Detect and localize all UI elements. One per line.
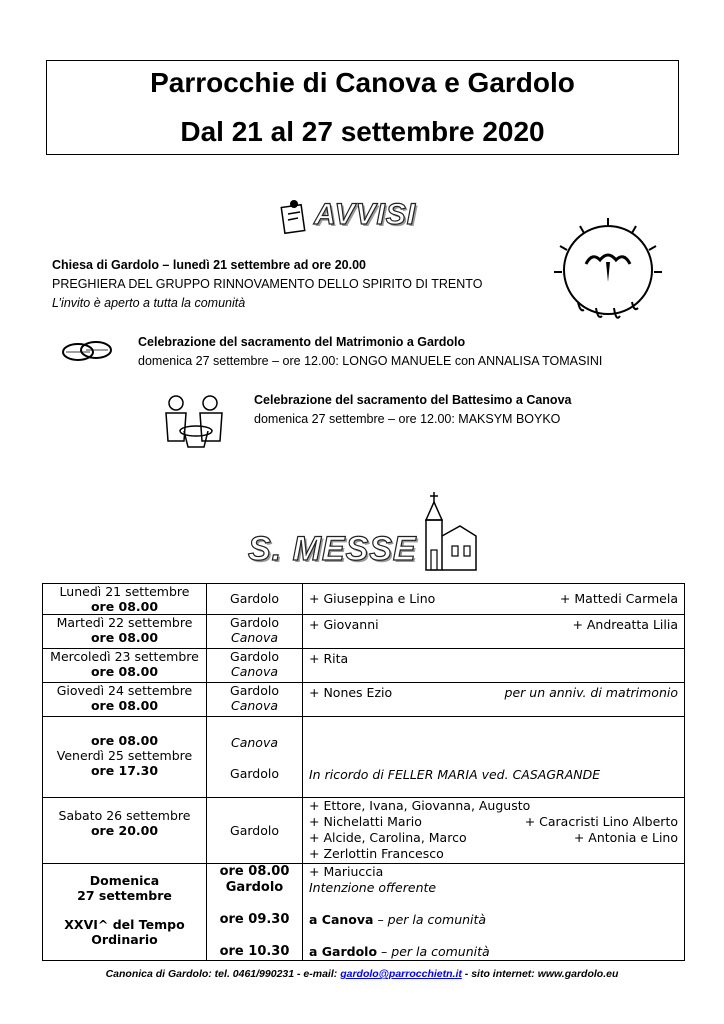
intention: + Giuseppina e Lino <box>309 591 436 606</box>
intention: + Ettore, Ivana, Giovanna, Augusto <box>309 798 531 813</box>
table-row <box>43 798 685 864</box>
day-label: Giovedì 24 settembre <box>56 683 193 698</box>
messe-banner: S. MESSE <box>248 530 417 568</box>
intention: per un anniv. di matrimonio <box>504 685 678 700</box>
church-name: a Gardolo <box>309 944 378 959</box>
time-label: ore 08.00 <box>90 599 159 614</box>
place-label: Canova <box>230 630 278 645</box>
place-label: Gardolo <box>230 615 279 630</box>
intention: – per la comunità <box>373 912 487 927</box>
liturgy-note: XXVI^ del Tempo <box>64 917 185 932</box>
place-label: Gardolo <box>230 766 279 781</box>
holy-spirit-icon <box>548 212 668 337</box>
email-link[interactable]: gardolo@parrocchietn.it <box>340 968 462 980</box>
footer-site-text: - sito internet: www.gardolo.eu <box>461 968 619 980</box>
time-label: ore 08.00 <box>219 864 290 879</box>
notice-1-line3: L’invito è aperto a tutta la comunità <box>52 296 246 310</box>
avvisi-banner: AVVISI <box>314 198 417 231</box>
place-label: Canova <box>230 735 278 750</box>
table-row <box>43 717 685 798</box>
place-label: Gardolo <box>230 823 279 838</box>
wedding-rings-icon <box>60 338 114 369</box>
place-label: Gardolo <box>230 683 279 698</box>
church-name: a Canova <box>309 912 374 927</box>
page-title: Parrocchie di Canova e Gardolo <box>150 67 575 98</box>
day-label: Mercoledì 23 settembre <box>50 649 199 664</box>
time-label: ore 10.30 <box>219 944 290 959</box>
time-label: ore 08.00 <box>90 630 159 645</box>
intention: + Antonia e Lino <box>573 830 678 845</box>
table-row <box>43 615 685 649</box>
intention: + Zerlottin Francesco <box>309 846 444 861</box>
notice-1-title: Chiesa di Gardolo – lunedì 21 settembre ad ore 20.00 <box>52 258 367 272</box>
footer-phone-text: Canonica di Gardolo: tel. 0461/990231 - e-mail: <box>105 968 341 980</box>
time-label: ore 08.00 <box>90 664 159 679</box>
intention: + Rita <box>309 651 349 666</box>
notice-3-title: Celebrazione del sacramento del Battesimo a Canova <box>254 393 572 407</box>
time-label: ore 17.30 <box>90 763 159 778</box>
table-row <box>43 864 685 961</box>
intention: + Andreatta Lilia <box>572 617 678 632</box>
intention: + Mattedi Carmela <box>559 591 678 606</box>
intention: + Caracristi Lino Alberto <box>524 814 678 829</box>
day-label: Domenica <box>89 873 160 888</box>
day-label: Sabato 26 settembre <box>58 808 191 823</box>
notice-3-line2: domenica 27 settembre – ore 12.00: MAKSYM BOYKO <box>254 412 561 426</box>
intention: + Giovanni <box>309 617 379 632</box>
notice-2-line2: domenica 27 settembre – ore 12.00: LONGO MANUELE con ANNALISA TOMASINI <box>138 354 603 368</box>
mass-schedule-table <box>42 583 685 961</box>
place-label: Canova <box>230 698 278 713</box>
day-label: Lunedì 21 settembre <box>59 584 190 599</box>
day-label: Martedì 22 settembre <box>56 615 193 630</box>
table-row <box>43 683 685 717</box>
table-row <box>43 584 685 615</box>
notice-2-title: Celebrazione del sacramento del Matrimonio a Gardolo <box>138 335 466 349</box>
page-subtitle: Dal 21 al 27 settembre 2020 <box>180 116 545 147</box>
time-label: ore 08.00 <box>90 698 159 713</box>
table-row <box>43 649 685 683</box>
place-label: Canova <box>230 664 278 679</box>
time-label: ore 08.00 <box>90 733 159 748</box>
footer-contacts <box>0 968 724 980</box>
day-label: Venerdì 25 settembre <box>56 748 193 763</box>
notice-1-line2: PREGHIERA DEL GRUPPO RINNOVAMENTO DELLO SPIRITO DI TRENTO <box>52 277 483 291</box>
place-label: Gardolo <box>225 880 284 895</box>
avvisi-icon <box>280 196 308 241</box>
church-icon <box>414 490 478 579</box>
liturgy-note: Ordinario <box>91 932 158 947</box>
intention: – per la comunità <box>377 944 490 959</box>
header-box <box>46 60 679 155</box>
intention: + Nones Ezio <box>309 685 393 700</box>
place-label: Gardolo <box>230 649 279 664</box>
time-label: ore 20.00 <box>90 823 159 838</box>
intention: + Nichelatti Mario <box>309 814 422 829</box>
place-label: Gardolo <box>230 591 279 606</box>
baptism-icon <box>158 393 236 454</box>
time-label: ore 09.30 <box>219 912 290 927</box>
intention: In ricordo di FELLER MARIA ved. CASAGRANDE <box>309 767 601 782</box>
intention: + Alcide, Carolina, Marco <box>309 830 467 845</box>
intention: + Mariuccia <box>309 864 384 879</box>
intention: Intenzione offerente <box>309 880 437 895</box>
day-label: 27 settembre <box>77 888 172 903</box>
